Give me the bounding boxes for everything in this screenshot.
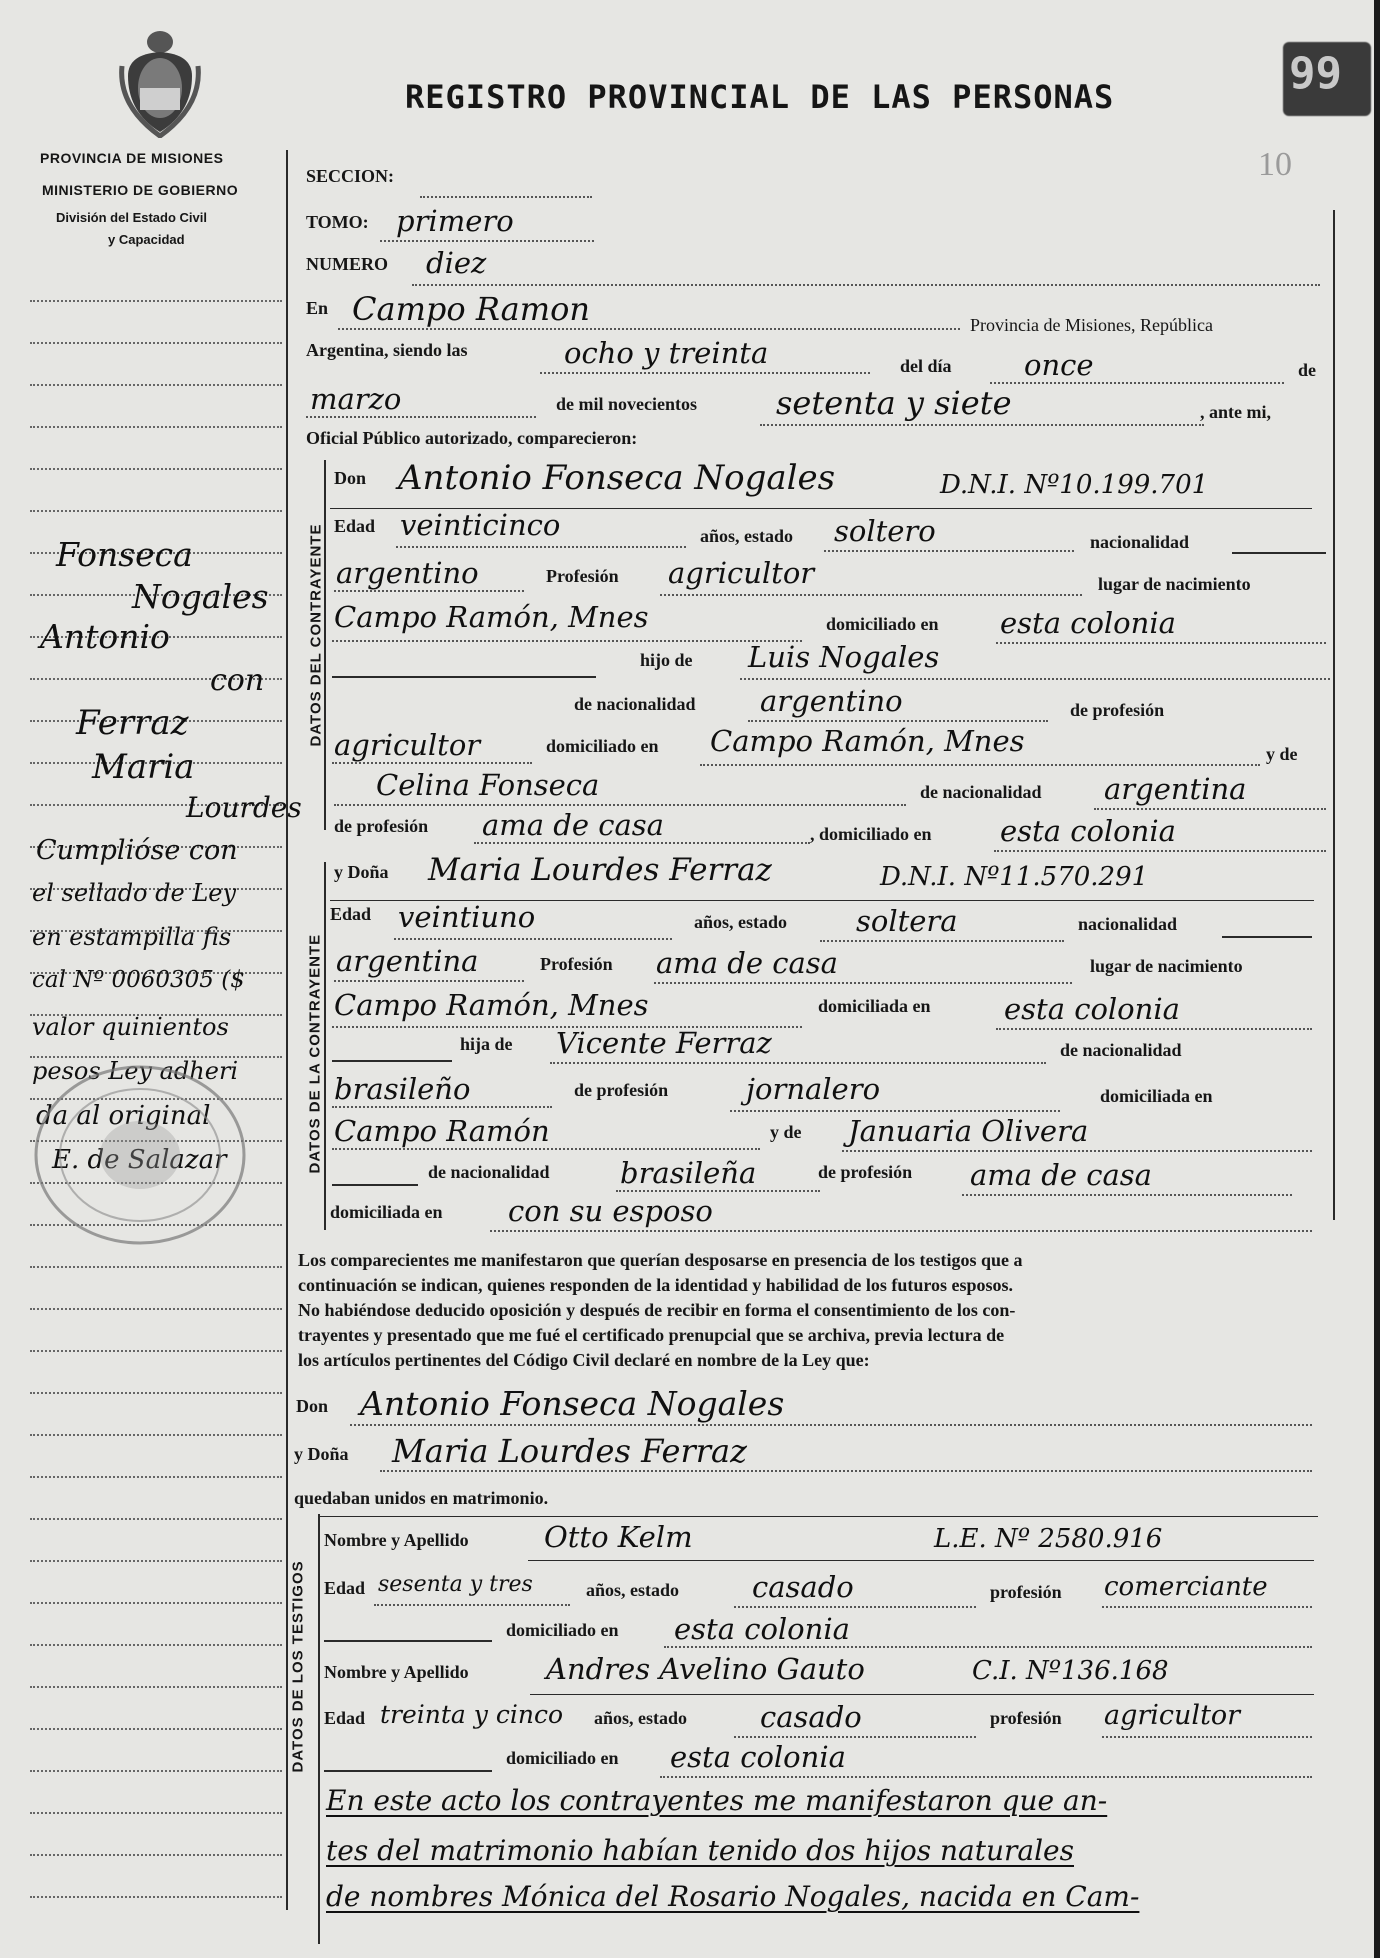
groom-hijo-rule (332, 676, 596, 678)
witnesses-section-label: DATOS DE LOS TESTIGOS (289, 1560, 307, 1773)
groom-profesion-line (660, 594, 1082, 596)
margin-ruled-line (30, 468, 282, 470)
tomo-line (380, 240, 594, 242)
bride-father-dom-label: domiciliada en (1100, 1086, 1213, 1106)
groom-father-nac-line (748, 720, 1048, 722)
bride-doc: D.N.I. Nº11.570.291 (880, 862, 1149, 892)
margin-ruled-line (30, 510, 282, 512)
hour-value: ocho y treinta (564, 336, 769, 370)
w2-doc: C.I. Nº136.168 (972, 1656, 1169, 1686)
bride-y-de-label: y de (770, 1122, 802, 1142)
right-border (1333, 210, 1335, 1220)
margin-ruled-line (30, 1560, 282, 1562)
groom-father-dom-label: domiciliado en (546, 736, 659, 756)
margin-ruled-line (30, 1812, 282, 1814)
bride-mother-prof: ama de casa (970, 1158, 1152, 1192)
groom-father-nac-label: de nacionalidad (574, 694, 696, 714)
place-line (338, 328, 960, 330)
bride-section-label: DATOS DE LA CONTRAYENTE (306, 933, 324, 1174)
groom-estado-line (824, 550, 1074, 552)
margin-ruled-line (30, 300, 282, 302)
bride-lugar-label: lugar de nacimiento (1090, 956, 1243, 976)
page-pencil-number: 10 (1258, 146, 1292, 183)
margin-ruled-line (30, 1896, 282, 1898)
bride-age: veintiuno (398, 900, 536, 934)
w1-dom-rule (324, 1640, 492, 1642)
bride-father: Vicente Ferraz (556, 1026, 772, 1060)
groom-mother-prof-line (474, 842, 810, 844)
groom-estado: soltero (834, 514, 936, 548)
w1-estado: casado (752, 1570, 854, 1604)
w1-anos-estado-label: años, estado (586, 1580, 680, 1600)
bride-father-prof-line (730, 1110, 1060, 1112)
w2-name-rule (530, 1694, 1314, 1695)
declaration-line-2: continuación se indican, quienes responden de la identidad y habilidad de los futuros esposos. (298, 1275, 1014, 1295)
declaration-bride-name: Maria Lourdes Ferraz (392, 1432, 747, 1470)
en-label: En (306, 298, 329, 318)
bride-mother-dom-label: domiciliada en (330, 1202, 443, 1222)
w1-name: Otto Kelm (544, 1520, 693, 1554)
bride-nacionalidad: argentina (336, 944, 479, 978)
margin-ruled-line (30, 1854, 282, 1856)
margin-ruled-line (30, 1476, 282, 1478)
declaration-bride-line (380, 1470, 1312, 1472)
w1-estado-line (734, 1606, 976, 1608)
margin-ruled-line (30, 1308, 282, 1310)
witness-section-rule (318, 1514, 320, 1944)
bride-estado-line (820, 940, 1064, 942)
bride-hija-rule (332, 1060, 452, 1062)
bride-mother-prof-line (962, 1194, 1292, 1196)
groom-father-prof-label: de profesión (1070, 700, 1165, 720)
declaration-line-1: Los comparecientes me manifestaron que querían desposarse en presencia de los testigos que a (298, 1250, 1023, 1270)
bride-father-line (550, 1062, 1046, 1064)
bride-estado: soltera (856, 904, 958, 938)
groom-mother-dom-label: , domiciliado en (810, 824, 932, 844)
margin-ruled-line (30, 1602, 282, 1604)
margin-line-2: Nogales (132, 577, 269, 616)
numero-label: NUMERO (306, 254, 388, 274)
groom-father-line (740, 678, 1330, 680)
month-line (306, 416, 536, 418)
w2-domicilio-line (660, 1776, 1312, 1778)
w1-doc: L.E. Nº 2580.916 (934, 1524, 1163, 1554)
w1-nombre-label: Nombre y Apellido (324, 1530, 469, 1550)
groom-father: Luis Nogales (748, 640, 940, 674)
declaration-groom-name: Antonio Fonseca Nogales (360, 1384, 785, 1423)
margin-ruled-line (30, 1644, 282, 1646)
groom-edad-label: Edad (334, 516, 376, 536)
groom-nac-rule (1232, 552, 1326, 554)
margin-line-3: Antonio (40, 617, 170, 656)
groom-profesion-label: Profesión (546, 566, 619, 586)
groom-y-de-label: y de (1266, 744, 1298, 764)
numero-line (412, 284, 1320, 286)
bride-nacionalidad-label: nacionalidad (1078, 914, 1178, 934)
groom-mother-dom-line (994, 850, 1326, 852)
w2-anos-estado-label: años, estado (594, 1708, 688, 1728)
margin-line-6: Maria (92, 747, 195, 787)
w1-edad-label: Edad (324, 1578, 366, 1598)
margin-ruled-line (30, 1770, 282, 1772)
witness-top-rule (318, 1516, 1318, 1517)
issuer-capacidad: y Capacidad (108, 232, 185, 247)
groom-lugar: Campo Ramón, Mnes (334, 600, 649, 634)
margin-line-5: Ferraz (76, 703, 189, 743)
declaration-don-label: Don (296, 1396, 329, 1416)
page-title: REGISTRO PROVINCIAL DE LAS PERSONAS (405, 78, 1115, 116)
groom-mother-prof: ama de casa (482, 808, 664, 842)
groom-mother-nac-label: de nacionalidad (920, 782, 1042, 802)
groom-mother: Celina Fonseca (376, 768, 600, 802)
margin-line-14: da al original (36, 1101, 211, 1131)
margin-ruled-line (30, 384, 282, 386)
groom-father-prof-line (332, 762, 532, 764)
declaration-line-3: No habiéndose deducido oposición y después de recibir en forma el consentimiento de los con- (298, 1300, 1016, 1320)
year-line (760, 424, 1204, 426)
groom-nacionalidad-line (334, 590, 524, 592)
groom-domicilio-line (996, 642, 1326, 644)
margin-line-11: cal Nº 0060305 ($ (32, 967, 245, 993)
groom-profesion: agricultor (668, 556, 815, 590)
margin-line-8: Cumplióse con (36, 835, 238, 866)
issuer-ministry: MINISTERIO DE GOBIERNO (42, 182, 239, 198)
w1-age: sesenta y tres (378, 1572, 533, 1597)
bride-mother-dom: con su esposo (508, 1194, 713, 1228)
groom-father-nac: argentino (760, 684, 903, 718)
bride-name: Maria Lourdes Ferraz (428, 852, 772, 888)
groom-section-label: DATOS DEL CONTRAYENTE (307, 523, 325, 747)
bride-domicilio: esta colonia (1004, 992, 1180, 1026)
bride-father-dom-line (332, 1148, 760, 1150)
argentina-text: Argentina, siendo las (306, 340, 468, 360)
note-line-2: tes del matrimonio habían tenido dos hijos naturales (326, 1834, 1074, 1867)
bride-hija-label: hija de (460, 1034, 513, 1054)
note-line-3: de nombres Mónica del Rosario Nogales, nacida en Cam- (326, 1880, 1140, 1913)
w2-dom-rule (324, 1770, 492, 1772)
province-text: Provincia de Misiones, República (970, 315, 1213, 335)
bride-domicilio-line (996, 1028, 1312, 1030)
day-value: once (1024, 348, 1094, 382)
margin-ruled-line (30, 1350, 282, 1352)
margin-line-13: pesos Ley adheri (32, 1057, 239, 1085)
groom-father-prof: agricultor (334, 728, 481, 762)
w2-profesion-line (1102, 1736, 1312, 1738)
groom-nacionalidad: argentino (336, 556, 479, 590)
official-seal-icon (30, 1060, 250, 1250)
groom-hijo-label: hijo de (640, 650, 693, 670)
seccion-label: SECCION: (306, 166, 395, 186)
w2-nombre-label: Nombre y Apellido (324, 1662, 469, 1682)
w2-profesion-label: profesión (990, 1708, 1062, 1728)
groom-age-line (396, 546, 686, 548)
bride-mother: Januaria Olivera (848, 1114, 1089, 1148)
w1-domicilio-line (664, 1646, 1312, 1648)
bride-father-nac-label: de nacionalidad (1060, 1040, 1182, 1060)
groom-father-dom-line (700, 764, 1260, 766)
hour-line (540, 372, 870, 374)
bride-mother-dom-line (490, 1230, 1312, 1232)
margin-ruled-line (30, 1728, 282, 1730)
groom-nacionalidad-label: nacionalidad (1090, 532, 1190, 552)
bride-mother-line (842, 1150, 1312, 1152)
w2-name: Andres Avelino Gauto (546, 1652, 865, 1686)
bride-nacionalidad-line (334, 980, 524, 982)
w2-estado: casado (760, 1700, 862, 1734)
w2-age: treinta y cinco (380, 1700, 564, 1729)
w1-profesion-label: profesión (990, 1582, 1062, 1602)
w2-domicilio: esta colonia (670, 1740, 846, 1774)
bride-mother-nac-line (616, 1190, 820, 1192)
groom-age: veinticinco (400, 508, 561, 542)
bride-lugar: Campo Ramón, Mnes (334, 988, 649, 1022)
declaration-line-4: trayentes y presentado que me fué el certificado prenupcial que se archiva, previa lectura de (298, 1325, 1005, 1345)
del-dia-label: del día (900, 356, 952, 376)
margin-ruled-line (30, 1686, 282, 1688)
margin-ruled-line (30, 1518, 282, 1520)
margin-line-4: con (210, 663, 265, 698)
declaration-line-5: los artículos pertinentes del Código Civil declaré en nombre de la Ley que: (298, 1350, 870, 1370)
groom-doc: D.N.I. Nº10.199.701 (940, 470, 1209, 500)
w1-domiciliado-label: domiciliado en (506, 1620, 619, 1640)
w2-edad-label: Edad (324, 1708, 366, 1728)
margin-line-7: Lourdes (186, 791, 302, 824)
bride-section-rule (324, 862, 326, 1230)
issuer-province: PROVINCIA DE MISIONES (40, 150, 224, 166)
w1-age-line (374, 1604, 570, 1606)
day-line (990, 382, 1284, 384)
groom-domiciliado-label: domiciliado en (826, 614, 939, 634)
w2-profesion: agricultor (1104, 1700, 1241, 1731)
bride-profesion-line (654, 982, 1072, 984)
bride-father-nac: brasileño (334, 1072, 471, 1106)
bride-father-nac-line (332, 1106, 552, 1108)
groom-anos-estado-label: años, estado (700, 526, 794, 546)
margin-line-15: E. de Salazar (52, 1145, 227, 1175)
bride-domiciliada-label: domiciliada en (818, 996, 931, 1016)
groom-don-label: Don (334, 468, 367, 488)
bride-father-dom: Campo Ramón (334, 1114, 550, 1148)
left-column-divider (286, 150, 288, 1910)
bride-mother-prof-label: de profesión (818, 1162, 913, 1182)
margin-line-12: valor quinientos (32, 1013, 229, 1041)
margin-ruled-line (30, 1434, 282, 1436)
margin-ruled-line (30, 1266, 282, 1268)
bride-mother-nac-rule (332, 1184, 418, 1186)
groom-lugar-label: lugar de nacimiento (1098, 574, 1251, 594)
bride-age-line (394, 938, 672, 940)
w1-profesion-line (1102, 1606, 1312, 1608)
numero-value: diez (426, 246, 487, 280)
w2-domiciliado-label: domiciliado en (506, 1748, 619, 1768)
w1-domicilio: esta colonia (674, 1612, 850, 1646)
margin-ruled-line (30, 1392, 282, 1394)
de-label: de (1298, 360, 1316, 380)
seccion-line (420, 196, 592, 198)
declaration-closing: quedaban unidos en matrimonio. (294, 1488, 549, 1508)
bride-mother-nac: brasileña (620, 1156, 757, 1190)
bride-dona-label: y Doña (334, 862, 389, 882)
groom-mother-nac: argentina (1104, 772, 1247, 806)
groom-lugar-line (332, 640, 802, 642)
note-line-1: En este acto los contrayentes me manifestaron que an- (326, 1784, 1108, 1817)
bride-nac-rule (1222, 936, 1312, 938)
oficial-text: Oficial Público autorizado, comparecieron: (306, 428, 638, 448)
groom-father-dom: Campo Ramón, Mnes (710, 724, 1025, 758)
issuer-division: División del Estado Civil (56, 210, 207, 225)
groom-domicilio: esta colonia (1000, 606, 1176, 640)
groom-mother-prof-label: de profesión (334, 816, 429, 836)
coat-of-arms-icon (118, 26, 202, 138)
margin-ruled-line (30, 342, 282, 344)
declaration-dona-label: y Doña (294, 1444, 349, 1464)
place-value: Campo Ramon (352, 290, 590, 328)
year-value: setenta y siete (776, 384, 1012, 422)
declaration-groom-line (350, 1424, 1312, 1426)
bride-father-prof-label: de profesión (574, 1080, 669, 1100)
tomo-value: primero (396, 204, 514, 238)
page-number: 99 (1289, 48, 1342, 99)
w2-estado-line (734, 1736, 976, 1738)
margin-line-1: Fonseca (56, 535, 193, 574)
groom-name: Antonio Fonseca Nogales (398, 458, 836, 498)
groom-mother-line (334, 804, 906, 806)
tomo-label: TOMO: (306, 212, 369, 232)
bride-profesion-label: Profesión (540, 954, 613, 974)
groom-mother-dom: esta colonia (1000, 814, 1176, 848)
groom-mother-nac-line (1094, 808, 1326, 810)
w1-name-rule (528, 1560, 1314, 1561)
de-mil-label: de mil novecientos (556, 394, 697, 414)
bride-profesion: ama de casa (656, 946, 838, 980)
bride-anos-estado-label: años, estado (694, 912, 788, 932)
margin-line-9: el sellado de Ley (32, 879, 237, 907)
margin-line-10: en estampilla fis (32, 923, 232, 951)
bride-edad-label: Edad (330, 904, 372, 924)
bride-mother-nac-label: de nacionalidad (428, 1162, 550, 1182)
month-value: marzo (310, 382, 402, 416)
ante-mi-label: , ante mi, (1200, 402, 1271, 422)
w1-profesion: comerciante (1104, 1572, 1268, 1602)
bride-father-prof: jornalero (746, 1072, 881, 1106)
margin-ruled-line (30, 426, 282, 428)
